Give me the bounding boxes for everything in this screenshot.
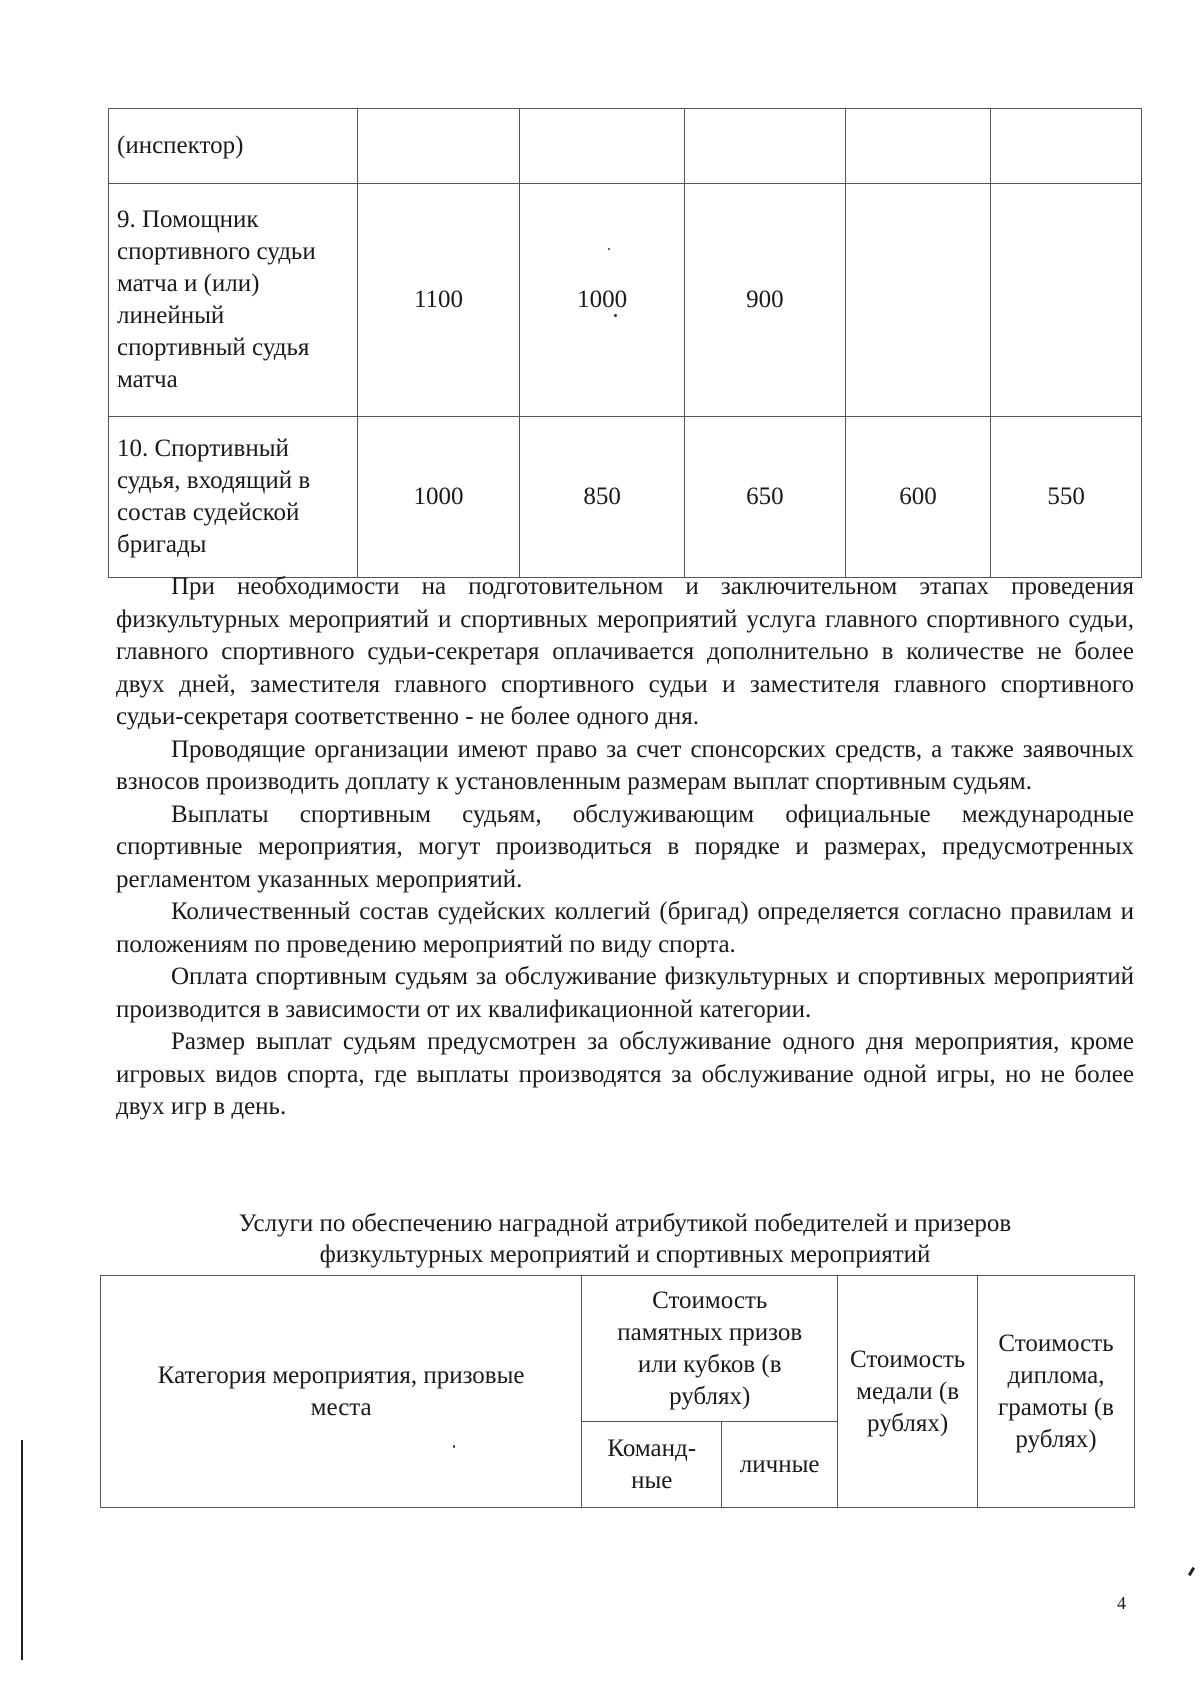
cell-value: 650 — [685, 417, 846, 578]
row-label: 9. Помощник спортивного судьи матча и (или) линейный спортивный судья матча — [109, 184, 358, 417]
paragraph: Количественный состав судейских коллегий (бригад) определяется согласно правилам и положениям по проведению мероприятий по виду спорта. — [116, 898, 1134, 958]
awards-section-title — [108, 1208, 1142, 1270]
cell-value: 850 — [520, 417, 685, 578]
page-number: 4 — [1117, 1593, 1126, 1613]
header-category: Категория мероприятия, призовые места — [101, 1276, 582, 1508]
header-diploma: Стоимость диплома, грамоты (в рублях) — [978, 1276, 1135, 1508]
header-medal: Стоимость медали (в рублях) — [838, 1276, 978, 1508]
row-label: 10. Спортивный судья, входящий в состав судейской бригады — [109, 417, 358, 578]
header-personal: личные — [722, 1422, 838, 1508]
judges-payment-table — [108, 108, 1142, 578]
paragraph: Размер выплат судьям предусмотрен за обслуживание одного дня мероприятия, кроме игровых видов спорта, где выплаты производятся за обслуживание одной игры, но не более двух игр в день. — [116, 1028, 1134, 1120]
paragraph: Выплаты спортивным судьям, обслуживающим официальные международные спортивные мероприятия, могут производиться в порядке и размерах, предусмотренных регламентом указанных мероприятий. — [116, 800, 1134, 893]
table-header-row — [101, 1276, 1135, 1422]
cell-value — [845, 184, 991, 417]
paragraph: При необходимости на подготовительном и заключительном этапах проведения физкультурных мероприятий и спортивных мероприятий услуга главного спортивного судьи, главного спортивного судьи-секретаря оплачивается дополнительно в количестве не более двух дней, заместителя главного спортивного судьи и заместителя главного спортивного судьи-секретаря соответственно - не более одного дня. — [116, 573, 1134, 730]
cell-value — [991, 109, 1142, 184]
table-row — [109, 417, 1142, 578]
paragraph: Оплата спортивным судьям за обслуживание физкультурных и спортивных мероприятий производится в зависимости от их квалификационной категории. — [116, 963, 1134, 1023]
cell-value: 600 — [845, 417, 991, 578]
cell-value — [991, 184, 1142, 417]
cell-value — [357, 109, 520, 184]
table-row — [109, 109, 1142, 184]
title-line: Услуги по обеспечению наградной атрибутикой победителей и призеров — [238, 1210, 1012, 1237]
scan-artifact-line — [21, 1440, 23, 1660]
scan-artifact-mark — [1188, 1567, 1195, 1576]
scan-artifact-dot — [614, 314, 617, 317]
cell-value — [685, 109, 846, 184]
table-row — [109, 184, 1142, 417]
cell-value: 900 — [685, 184, 846, 417]
scan-artifact-dot — [608, 248, 610, 250]
title-line: физкультурных мероприятий и спортивных мероприятий — [319, 1241, 931, 1268]
cell-value: 1000 — [520, 184, 685, 417]
cell-value: 1000 — [357, 417, 520, 578]
row-label: (инспектор) — [109, 109, 358, 184]
scan-artifact-dot — [453, 1445, 455, 1448]
awards-cost-table — [100, 1275, 1135, 1508]
header-prizes: Стоимость памятных призов или кубков (в рублях) — [582, 1276, 838, 1422]
paragraph: Проводящие организации имеют право за счет спонсорских средств, а также заявочных взносов производить доплату к установленным размерам выплат спортивным судьям. — [116, 735, 1134, 795]
cell-value: 550 — [991, 417, 1142, 578]
header-team: Команд-ные — [582, 1422, 722, 1508]
cell-value: 1100 — [357, 184, 520, 417]
cell-value — [520, 109, 685, 184]
cell-value — [845, 109, 991, 184]
body-text — [116, 571, 1134, 1124]
